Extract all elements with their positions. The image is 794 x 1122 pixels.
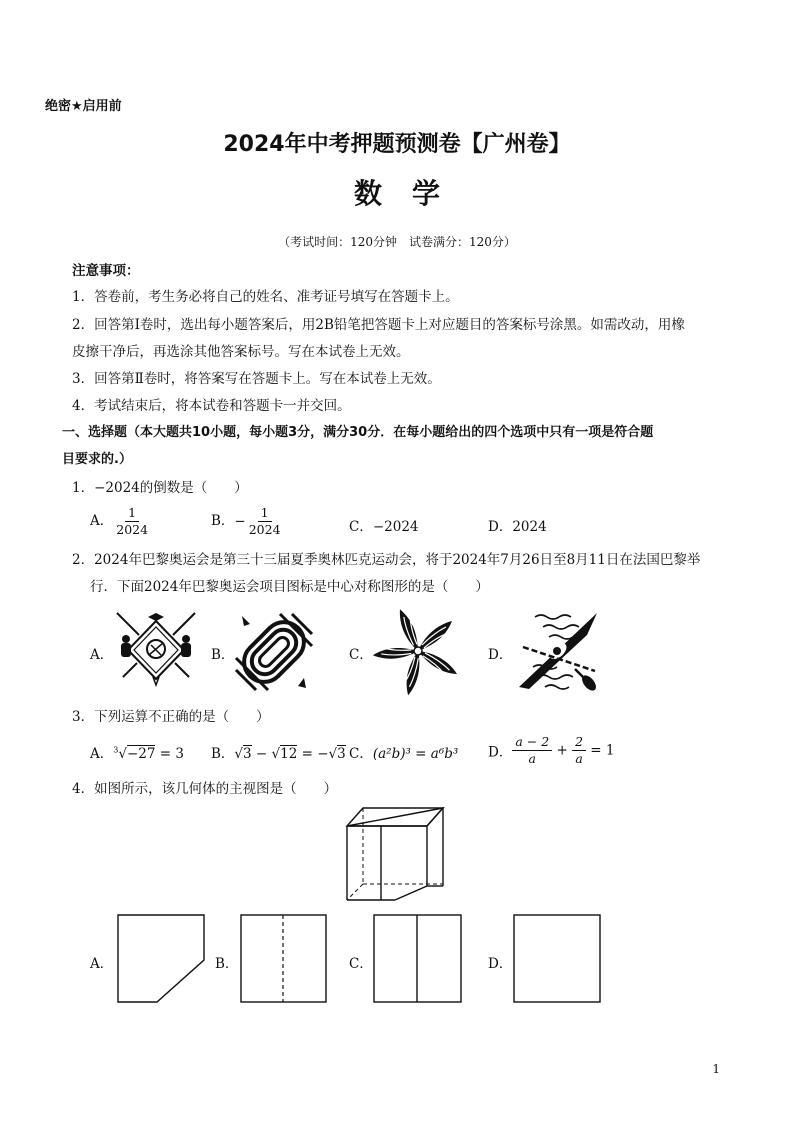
confidential-label: 绝密★启用前 <box>45 99 122 114</box>
question-2-stem: 2．2024年巴黎奥运会是第三十三届夏季奥林匹克运动会，将于2024年7月26日至8月11日在法国巴黎举 <box>72 552 701 568</box>
q1-option-c[interactable] <box>349 515 419 535</box>
q4-option-a-label[interactable]: A． <box>90 956 114 972</box>
q3-option-b[interactable]: B．√3 − √12 = −√3 <box>211 746 346 762</box>
q3-option-a-label: A． <box>90 746 114 762</box>
q2-option-b-label[interactable]: B． <box>211 647 235 663</box>
section-heading: 一、选择题（本大题共10小题，每小题3分，满分30分．在每小题给出的四个选项中只有一项是符合题 <box>62 425 654 440</box>
q2-option-c-label[interactable]: C． <box>349 647 373 663</box>
q1-option-b-fraction: $\frac{1}{2024}$ <box>248 505 281 537</box>
q2-option-d-label[interactable]: D． <box>488 647 513 663</box>
note-item: 2．回答第Ⅰ卷时，选出每小题答案后，用2B铅笔把答题卡上对应题目的答案标号涂黑。如需改动，用橡 <box>72 317 685 333</box>
note-item: 1．答卷前，考生务必将自己的姓名、准考证号填写在答题卡上。 <box>72 289 459 305</box>
q1-option-c-text: −2024 <box>372 519 419 535</box>
fencing-icon <box>113 611 199 689</box>
athletics-track-icon <box>234 612 314 692</box>
q1-option-a-fraction: $\frac{1}{2024}$ <box>116 505 149 537</box>
geometric-solid-figure <box>345 804 447 904</box>
q4-option-c-figure <box>373 914 463 1004</box>
q3-option-b-label: B． <box>211 746 235 762</box>
q1-option-b[interactable]: B．− $\frac{1}{2024}$ <box>211 505 284 538</box>
question-2-stem-cont: 行．下面2024年巴黎奥运会项目图标是中心对称图形的是（ ） <box>90 579 489 595</box>
q4-option-d-label[interactable]: D． <box>488 956 513 972</box>
pinwheel-icon <box>372 605 464 697</box>
notes-heading: 注意事项： <box>72 263 140 279</box>
question-3-stem: 3．下列运算不正确的是（ ） <box>72 709 270 725</box>
q1-option-a[interactable] <box>90 505 151 538</box>
q3-option-c-text: (a²b)³ = a⁶b³ <box>372 746 459 762</box>
note-item: 皮擦干净后，再选涂其他答案标号。写在本试卷上无效。 <box>72 344 410 360</box>
q4-option-c-label[interactable]: C． <box>349 956 373 972</box>
canoe-kayak-icon <box>513 607 603 695</box>
exam-title: 2024年中考押题预测卷【广州卷】 <box>223 132 571 157</box>
q4-option-b-figure <box>240 914 328 1004</box>
q3-option-a[interactable]: A．$^3$√−27 = 3 <box>90 745 184 762</box>
q4-option-a-figure <box>117 914 207 1004</box>
page-number: 1 <box>712 1062 720 1076</box>
q2-option-a-label[interactable]: A． <box>90 647 114 663</box>
q3-option-c-label: C． <box>349 746 373 762</box>
subject-title: 数学 <box>353 177 470 210</box>
q3-option-d[interactable]: D． $\frac{a - 2}{a}$ + $\frac{2}{a}$ = 1 <box>488 734 615 766</box>
q1-option-c-label: C． <box>349 519 373 535</box>
q4-option-d-figure <box>513 914 603 1004</box>
q4-option-b-label[interactable]: B． <box>215 956 239 972</box>
exam-info: （考试时间：120分钟 试卷满分：120分） <box>278 235 516 249</box>
q1-option-b-label: B． <box>211 513 235 529</box>
q1-option-a-label: A． <box>90 513 114 529</box>
question-1-stem: 1．−2024的倒数是（ ） <box>72 480 248 496</box>
note-item: 4．考试结束后，将本试卷和答题卡一并交回。 <box>72 398 351 414</box>
q1-option-d-label: D． <box>488 519 513 535</box>
question-4-stem: 4．如图所示，该几何体的主视图是（ ） <box>72 781 338 797</box>
note-item: 3．回答第Ⅱ卷时，将答案写在答题卡上。写在本试卷上无效。 <box>72 371 441 387</box>
q3-option-d-label: D． <box>488 744 513 761</box>
q1-option-d[interactable] <box>488 515 547 535</box>
q3-option-c[interactable] <box>349 742 458 762</box>
q1-option-d-text: 2024 <box>512 519 547 535</box>
section-heading-cont: 目要求的.） <box>62 452 132 467</box>
